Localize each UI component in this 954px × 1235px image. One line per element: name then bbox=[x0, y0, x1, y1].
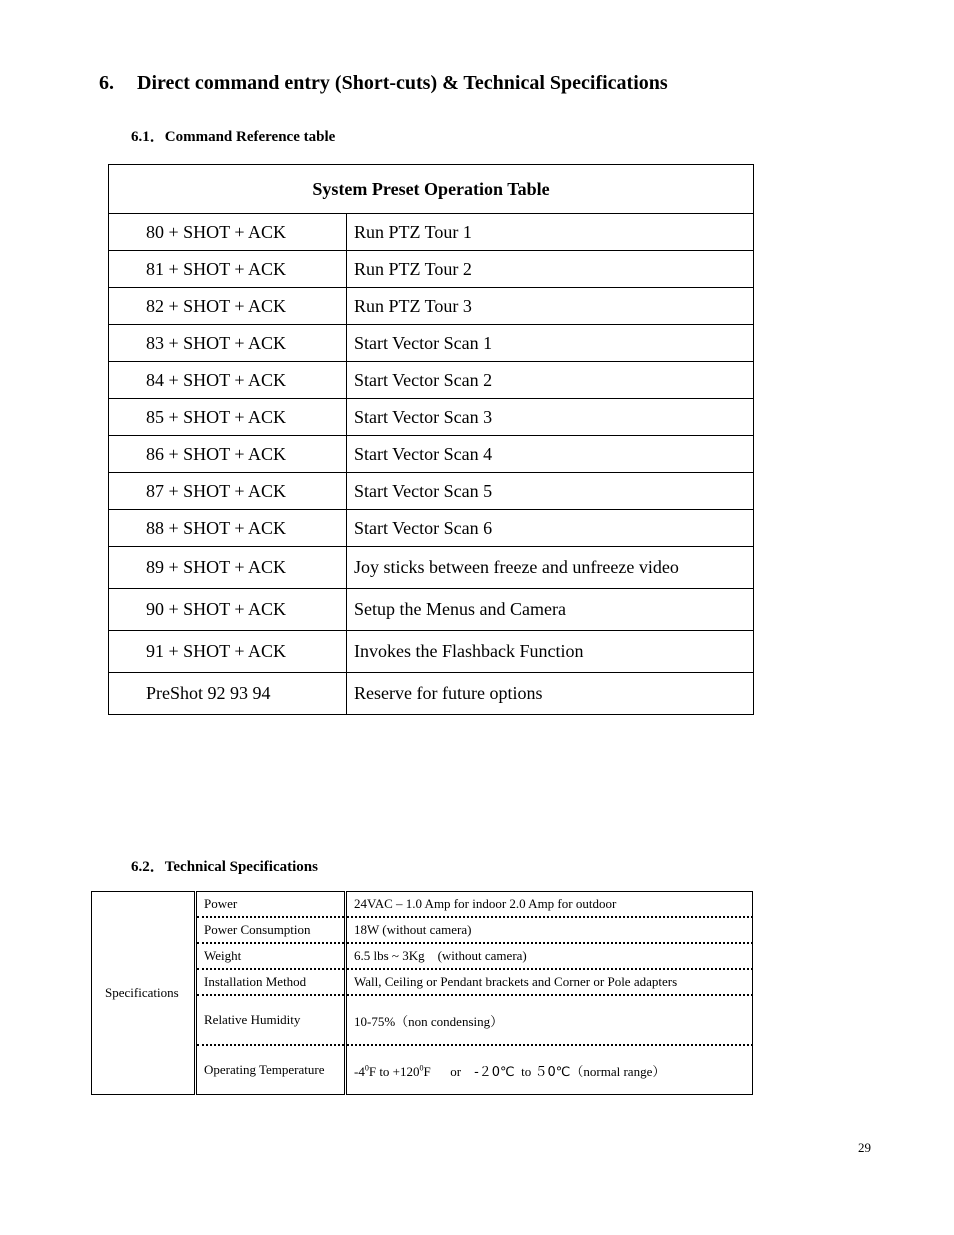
spec-value: Wall, Ceiling or Pendant brackets and Corner or Pole adapters bbox=[346, 969, 753, 995]
command-cell: 88 + SHOT + ACK bbox=[109, 510, 347, 547]
action-cell: Start Vector Scan 5 bbox=[347, 473, 754, 510]
technical-specifications-heading: 6.2．Technical Specifications bbox=[131, 859, 318, 875]
table-row bbox=[109, 547, 754, 589]
table-row bbox=[109, 436, 754, 473]
table-row bbox=[109, 673, 754, 715]
action-cell: Start Vector Scan 3 bbox=[347, 399, 754, 436]
action-cell: Invokes the Flashback Function bbox=[347, 631, 754, 673]
table-row bbox=[109, 325, 754, 362]
temp-part: （normal range） bbox=[570, 1063, 666, 1079]
degree-superscript: 0 bbox=[419, 1063, 424, 1073]
command-cell: 91 + SHOT + ACK bbox=[109, 631, 347, 673]
system-preset-operation-table bbox=[108, 164, 754, 715]
spec-value: 10-75%（non condensing） bbox=[346, 995, 753, 1045]
table-row bbox=[109, 399, 754, 436]
table-row bbox=[109, 214, 754, 251]
action-cell: Run PTZ Tour 3 bbox=[347, 288, 754, 325]
temp-part: to bbox=[514, 1063, 535, 1079]
command-cell: 90 + SHOT + ACK bbox=[109, 589, 347, 631]
table-row bbox=[109, 510, 754, 547]
action-cell: Start Vector Scan 4 bbox=[347, 436, 754, 473]
spec-name: Relative Humidity bbox=[196, 995, 346, 1045]
temp-part: F or bbox=[423, 1063, 475, 1079]
spec-name: Operating Temperature bbox=[196, 1045, 346, 1095]
table-title: System Preset Operation Table bbox=[109, 165, 754, 214]
table-row bbox=[109, 362, 754, 399]
temp-part: -２0℃ bbox=[474, 1064, 515, 1080]
section-title: Direct command entry (Short-cuts) & Technical Specifications bbox=[137, 72, 668, 94]
table-row bbox=[109, 288, 754, 325]
temp-part: F to +120 bbox=[368, 1063, 420, 1079]
table-row bbox=[109, 473, 754, 510]
table-row bbox=[109, 589, 754, 631]
action-cell: Start Vector Scan 1 bbox=[347, 325, 754, 362]
specifications-label: Specifications bbox=[92, 892, 196, 1095]
degree-superscript: 0 bbox=[364, 1063, 369, 1073]
table-row bbox=[109, 631, 754, 673]
action-cell: Start Vector Scan 6 bbox=[347, 510, 754, 547]
spec-value: 18W (without camera) bbox=[346, 917, 753, 943]
action-cell: Setup the Menus and Camera bbox=[347, 589, 754, 631]
command-cell: 84 + SHOT + ACK bbox=[109, 362, 347, 399]
action-cell: Reserve for future options bbox=[347, 673, 754, 715]
command-cell: PreShot 92 93 94 bbox=[109, 673, 347, 715]
page-number: 29 bbox=[858, 1140, 871, 1155]
spec-value: 24VAC – 1.0 Amp for indoor 2.0 Amp for outdoor bbox=[346, 892, 753, 918]
spec-name: Power Consumption bbox=[196, 917, 346, 943]
command-cell: 85 + SHOT + ACK bbox=[109, 399, 347, 436]
spec-name: Weight bbox=[196, 943, 346, 969]
spec-value: 6.5 lbs ~ 3Kg (without camera) bbox=[346, 943, 753, 969]
table-row bbox=[92, 892, 753, 918]
spec-value bbox=[346, 1045, 753, 1095]
spec-name: Power bbox=[196, 892, 346, 918]
action-cell: Joy sticks between freeze and unfreeze video bbox=[347, 547, 754, 589]
command-cell: 82 + SHOT + ACK bbox=[109, 288, 347, 325]
technical-specifications-table bbox=[91, 891, 753, 1095]
command-cell: 80 + SHOT + ACK bbox=[109, 214, 347, 251]
action-cell: Start Vector Scan 2 bbox=[347, 362, 754, 399]
section-number: 6. bbox=[99, 72, 114, 94]
spec-name: Installation Method bbox=[196, 969, 346, 995]
action-cell: Run PTZ Tour 1 bbox=[347, 214, 754, 251]
command-cell: 86 + SHOT + ACK bbox=[109, 436, 347, 473]
temp-part: ５0℃ bbox=[534, 1064, 571, 1080]
temp-part: -4 bbox=[354, 1063, 365, 1079]
command-reference-heading: 6.1．Command Reference table bbox=[131, 129, 336, 145]
section-heading bbox=[99, 72, 668, 95]
command-cell: 89 + SHOT + ACK bbox=[109, 547, 347, 589]
command-cell: 81 + SHOT + ACK bbox=[109, 251, 347, 288]
action-cell: Run PTZ Tour 2 bbox=[347, 251, 754, 288]
table-row bbox=[109, 251, 754, 288]
command-cell: 83 + SHOT + ACK bbox=[109, 325, 347, 362]
command-cell: 87 + SHOT + ACK bbox=[109, 473, 347, 510]
